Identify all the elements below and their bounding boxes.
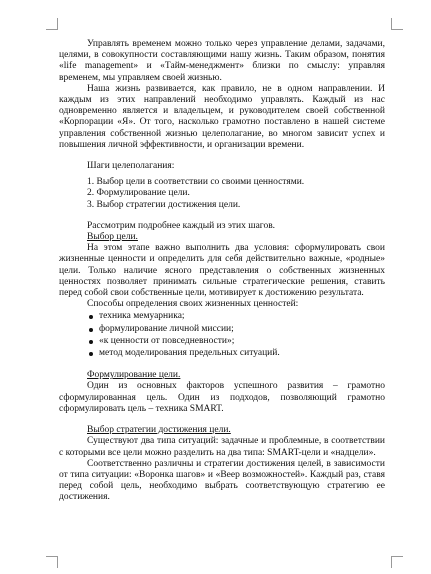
strategy-paragraph-1: Существуют два типа ситуаций: задачные и проблемные, в соответствии с которыми все цели можно разделить на два типа: SMART-цели и «надцели». [59, 436, 385, 458]
intro-paragraph-2: Наша жизнь развивается, как правило, не в одном направлении. И каждым из этих направлений необходимо управлять. Каждый из нас одновременно является и владельцем, и руководителем своей собственной «Корпорации «Я». От того, насколько грамотно поставлено в нашей системе управления собственной жизнью целеполагание, во многом зависит успех и повышения личной эффективности, и организации времени. [59, 83, 385, 150]
section-heading-goal-choice: Выбор цели. [87, 232, 138, 243]
goal-choice-paragraph: На этом этапе важно выполнить два условия: сформулировать свои жизненные ценности и определить для себя действительно важные, «родные» цели. Только наличие ясного представления о собственных жизненных ценностях позволяет принимать сильные стратегические решения, ставить перед собой свои собственные цели, мотивирует к достижению результата. [59, 243, 385, 299]
section-heading-strategy: Выбор стратегии достижения цели. [87, 425, 231, 436]
section-heading-formulation: Формулирование цели. [87, 370, 181, 381]
list-item: техника мемуарника; [87, 311, 385, 322]
page-corner-mark [391, 556, 403, 568]
list-item: формулирование личной миссии; [87, 324, 385, 335]
methods-list [59, 311, 385, 359]
list-item: метод моделирования предельных ситуаций. [87, 348, 385, 359]
list-item: «к ценности от повседневности»; [87, 336, 385, 347]
intro-paragraph-1: Управлять временем можно только через управление делами, задачами, целями, в совокупности составляющими нашу жизнь. Таким образом, понятия «life management» и «Тайм-менеджмент» близки по смыслу: управляя временем, мы управляем своей жизнью. [59, 39, 385, 83]
consider-line: Рассмотрим подробнее каждый из этих шагов. [87, 220, 276, 231]
methods-title: Способы определения своих жизненных ценностей: [87, 299, 299, 310]
step-item: 3. Выбор стратегии достижения цели. [87, 199, 241, 210]
steps-title: Шаги целеполагания: [87, 161, 175, 172]
goal-steps [59, 161, 385, 211]
formulation-paragraph: Один из основных факторов успешного развития – грамотно сформулированная цель. Один из подходов, позволяющий грамотно сформулировать цель – техника SMART. [59, 381, 385, 414]
page-corner-mark [391, 18, 403, 30]
step-item: 2. Формулирование цели. [87, 188, 190, 199]
page-corner-mark [46, 556, 58, 568]
page-corner-mark [46, 18, 58, 30]
strategy-paragraph-2: Соответственно различны и стратегии достижения целей, в зависимости от типа ситуации: «Воронка шагов» и «Веер возможностей». Каждый раз, ставя перед собой цель, необходимо выбрать соответствующую стратегию ее достижения. [59, 458, 385, 503]
step-item: 1. Выбор цели в соответствии со своими ценностями. [87, 177, 305, 188]
